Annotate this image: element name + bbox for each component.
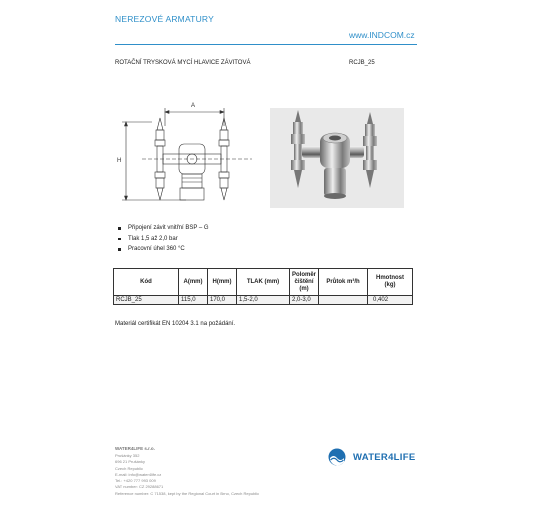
col-header-radius: Poloměr čištění (m) [290,269,319,296]
cell-a: 115,0 [179,296,208,305]
col-header-code: Kód [114,269,179,296]
company-name: WATER4LIFE s.r.o. [115,446,155,451]
cell-code: RCJB_25 [114,296,179,305]
footer-line: Reference number: C 71538, kept by the Regional Court in Brno, Czech Republic [115,490,260,496]
product-code: RCJB_25 [349,60,375,66]
cell-flow [319,296,368,305]
feature-item: Připojení závit vnitřní BSP – G [115,223,209,234]
website-link[interactable]: www.INDCOM.cz [349,30,415,40]
footer-line: Tel.: +420 777 993 009 [115,478,156,484]
section-title: NEREZOVÉ ARMATURY [115,14,214,24]
col-header-pressure: TLAK (mm) [237,269,290,296]
cell-radius: 2,0-3,0 [290,296,319,305]
table-row [114,296,413,305]
cell-h: 170,0 [208,296,237,305]
company-details [115,453,259,497]
footer-line: Czech Republic [115,465,144,471]
footer-email[interactable]: E-mail: info@water4life.cz [115,471,162,477]
footer-line: VAT number: CZ 29288671 [115,484,164,490]
product-photo [270,108,404,208]
table-header-row [114,269,413,296]
cell-pressure: 1,5-2,0 [237,296,290,305]
dimension-h-label: H [117,158,122,164]
dimension-a-label: A [191,103,196,109]
logo-text: WATER4LIFE [353,452,416,463]
feature-item: Tlak 1,5 až 2,0 bar [115,234,209,245]
spec-table [113,268,413,305]
header-divider [115,44,417,45]
footer-line: Prušánky 352 [115,453,140,458]
footer-line: 696 21 Prušánky [115,459,146,465]
technical-drawing [112,96,264,208]
product-title: ROTAČNÍ TRYSKOVÁ MYCÍ HLAVICE ZÁVITOVÁ [115,60,251,66]
cell-weight: 0,402 [368,296,413,305]
feature-item: Pracovní úhel 360 °C [115,244,209,255]
col-header-a: A(mm) [179,269,208,296]
certificate-note: Materiál certifikát EN 10204 3.1 na požádání. [115,321,236,327]
col-header-weight: Hmotnost (kg) [368,269,413,296]
col-header-h: H(mm) [208,269,237,296]
col-header-flow: Průtok m³/h [319,269,368,296]
feature-list [115,223,209,255]
